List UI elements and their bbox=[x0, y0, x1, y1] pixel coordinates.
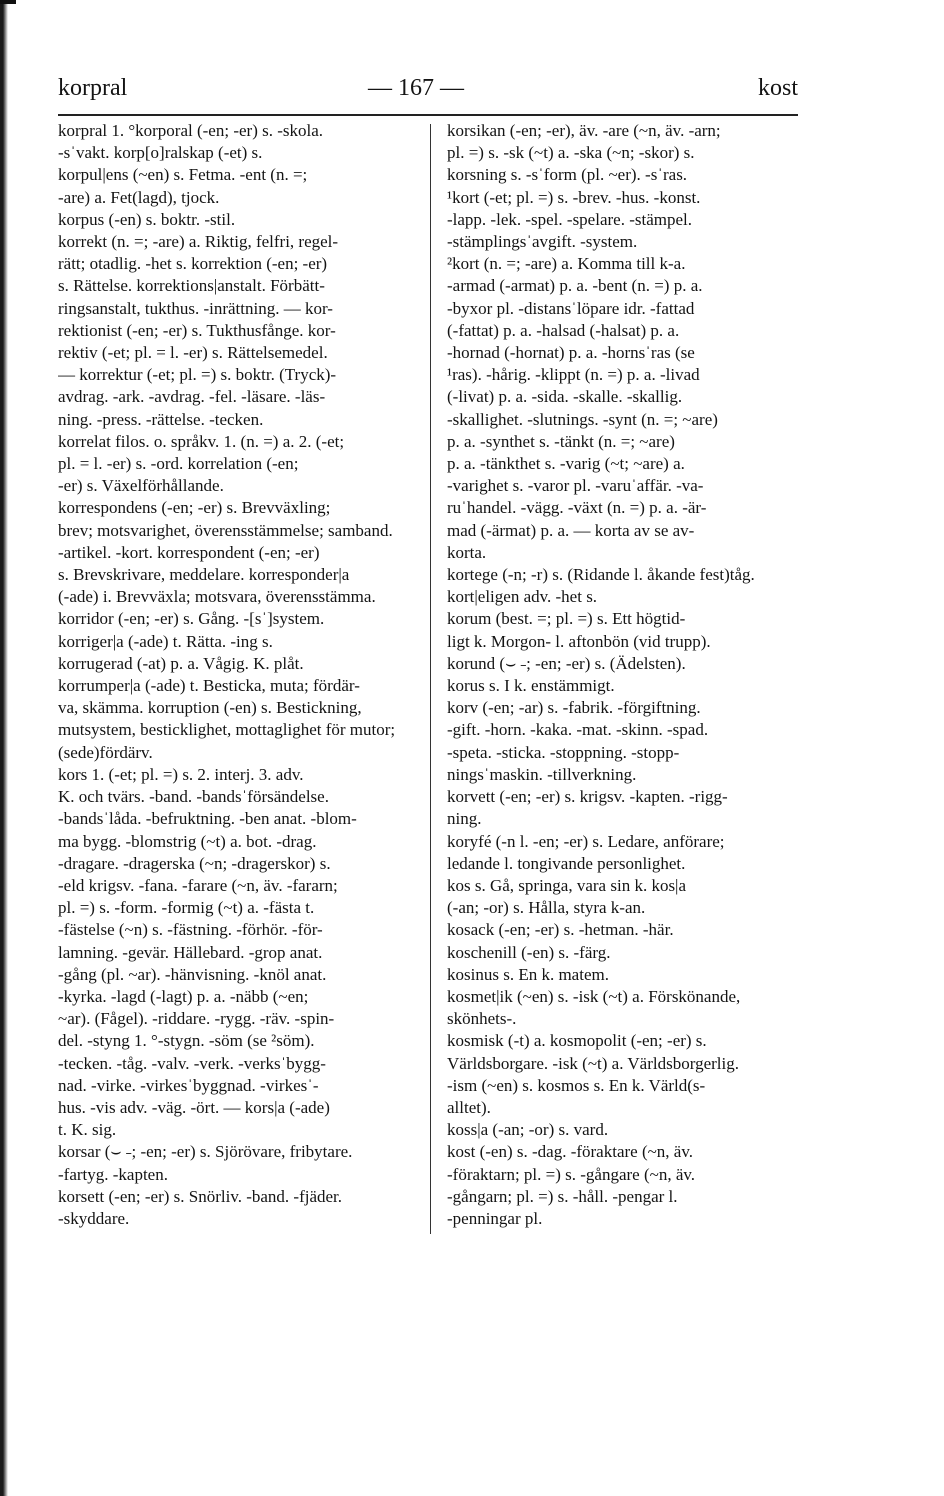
entry-korrelat: korrelat filos. o. språkv. 1. (n. =) a. 2. (-et; pl. = l. -er) s. -ord. korrelation (-en; -er) s. Växelförhållande. bbox=[58, 431, 345, 496]
entry-kosack: kosack (-en; -er) s. -hetman. -här. bbox=[447, 920, 674, 940]
page-edge-shadow bbox=[0, 0, 8, 1496]
entry-korsar: korsar (⌣ ˗; -en; -er) s. Sjörövare, fribytare. -fartyg. -kapten. bbox=[58, 1142, 353, 1184]
entry-korteligen: kort|eligen adv. -het s. bbox=[447, 587, 598, 607]
entry-kortege: kortege (-n; -r) s. (Ridande l. åkande fest)tåg. bbox=[447, 565, 755, 585]
entry-kost: kost (-en) s. -dag. -föraktare (~n, äv. -föraktarn; pl. =) s. -gångare (~n, äv. -gångarn; pl. =) s. -håll. -pengar l. -penningar pl. bbox=[447, 1142, 696, 1228]
entry-korrugerad: korrugerad (-at) p. a. Vågig. K. plåt. bbox=[58, 653, 304, 673]
entry-kosinus: kosinus s. En k. matem. bbox=[447, 964, 609, 984]
entry-kosmetik: kosmet|ik (~en) s. -isk (~t) a. Förskönande, skönhets-. bbox=[447, 986, 741, 1029]
entry-korrespondens: korrespondens (-en; -er) s. Brevväxling; brev; motsvarighet, överensstämmelse; samband. -artikel. -kort. korrespondent (-en; -er) s. Brevskrivare, meddelare. korresponder|a (-ade) i. Brevväxla; motsvara, överensstämma. bbox=[58, 498, 393, 607]
scan-corner-mark bbox=[0, 0, 16, 4]
entry-korum: korum (best. =; pl. =) s. Ett högtid- ligt k. Morgon- l. aftonbön (vid trupp). bbox=[447, 609, 711, 651]
entry-korvett: korvett (-en; -er) s. krigsv. -kapten. -rigg- ning. bbox=[447, 787, 728, 829]
entry-korsning: korsning s. -sˈform (pl. ~er). -sˈras. bbox=[447, 165, 688, 185]
page-number: — 167 — bbox=[368, 75, 464, 101]
page-header bbox=[58, 75, 798, 109]
entry-korv: korv (-en; -ar) s. -fabrik. -förgiftning. -gift. -horn. -kaka. -mat. -skinn. -spad. -speta. -sticka. -stoppning. -stopp- ningsˈmaskin. -tillverkning. bbox=[447, 698, 709, 784]
column-divider bbox=[430, 124, 431, 1234]
left-guide-word: korpral bbox=[58, 75, 128, 101]
entry-kort-1: ¹kort (-et; pl. =) s. -brev. -hus. -konst. -lapp. -lek. -spel. -spelare. -stämpel. -stämplingsˈavgift. -system. bbox=[447, 187, 701, 252]
left-column bbox=[58, 120, 420, 1260]
entry-korsett: korsett (-en; -er) s. Snörliv. -band. -fjäder. -skyddare. bbox=[58, 1186, 343, 1228]
right-guide-word: kost bbox=[757, 75, 798, 101]
entry-korpulens: korpul|ens (~en) s. Fetma. -ent (n. =; -are) a. Fet(lagd), tjock. bbox=[58, 165, 308, 207]
right-column bbox=[447, 120, 799, 1260]
entry-korridor: korridor (-en; -er) s. Gång. -[sˈ]system. bbox=[58, 609, 325, 629]
entry-korrekt: korrekt (n. =; -are) a. Riktig, felfri, regel- rätt; otadlig. -het s. korrektion (-en; -er) s. Rättelse. korrektions|anstalt. Förbätt- ringsanstalt, tukthus. -inrättning. — kor- rektionist (-en; -er) s. Tukthusfånge. kor- rektiv (-et; pl. = l. -er) s. Rättelsemedel. — korrektur (-et; pl. =) s. boktr. (Tryck)- avdrag. -ark. -avdrag. -fel. -läsare. -läs- ning. -press. -rättelse. -tecken. bbox=[58, 232, 339, 429]
entry-kort-2: ²kort (n. =; -are) a. Komma till k-a. -armad (-armat) p. a. -bent (n. =) p. a. -byxor pl. -distansˈlöpare idr. -fattad (-fattat) p. a. -halsad (-halsat) p. a. -hornad (-hornat) p. a. -hornsˈras (se ¹ras). -hårig. -klippt (n. =) p. a. -livad (-livat) p. a. -sida. -skalle. -skallig. -skallighet. -slutnings. -synt (n. =; ~are) p. a. -synthet s. -tänkt (n. =; ~are) p. a. -tänkthet s. -varig (~t; ~are) a. -varighet s. -varor pl. -varuˈaffär. -va- ruˈhandel. -vägg. -växt (n. =) p. a. -är- mad (-ärmat) p. a. — korta av se av- korta. bbox=[447, 254, 718, 562]
entry-korrigera: korriger|a (-ade) t. Rätta. -ing s. bbox=[58, 631, 273, 651]
entry-korus: korus s. I k. enstämmigt. bbox=[447, 676, 615, 696]
entry-kosmisk: kosmisk (-t) a. kosmopolit (-en; -er) s. Världsborgare. -isk (~t) a. Världsborgerlig. -ism (~en) s. kosmos s. En k. Värld(s- alltet). bbox=[447, 1031, 739, 1117]
entry-korpus: korpus (-en) s. boktr. -stil. bbox=[58, 209, 236, 229]
entry-korsikan: korsikan (-en; -er), äv. -are (~n, äv. -arn; pl. =) s. -sk (~t) a. -ska (~n; -skor) s. bbox=[447, 121, 721, 163]
entry-kors: kors 1. (-et; pl. =) s. 2. interj. 3. adv. K. och tvärs. -band. -bandsˈförsändelse. -bandsˈlåda. -befruktning. -ben anat. -blom- ma bygg. -blomstrig (~t) a. bot. -drag. -dragare. -dragerska (~n; -dragerskor) s. -eld krigsv. -fana. -farare (~n, äv. -fararn; pl. =) s. -form. -formig (~t) a. -fästa t. -fästelse (~n) s. -fästning. -förhör. -för- lamning. -gevär. Hällebard. -grop anat. -gång (pl. ~ar). -hänvisning. -knöl anat. -kyrka. -lagd (-lagt) p. a. -näbb (~en; ~ar). (Fågel). -riddare. -rygg. -räv. -spin- del. -styng 1. °-stygn. -söm (se ²söm). -tecken. -tåg. -valv. -verk. -verksˈbygg- nad. -virke. -virkesˈbyggnad. -virkesˈ- hus. -vis adv. -väg. -ört. — kors|a (-ade) t. K. sig. bbox=[58, 764, 357, 1140]
entry-kos: kos s. Gå, springa, vara sin k. kos|a (-an; -or) s. Hålla, styra k-an. bbox=[447, 875, 687, 918]
header-rule bbox=[58, 114, 798, 116]
entry-kossa: koss|a (-an; -or) s. vard. bbox=[447, 1120, 609, 1140]
entry-koschenill: koschenill (-en) s. -färg. bbox=[447, 942, 611, 962]
entry-koryfe: koryfé (-n l. -en; -er) s. Ledare, anförare; ledande l. tongivande personlighet. bbox=[447, 831, 725, 873]
entry-korpral: korpral 1. °korporal (-en; -er) s. -skola. -sˈvakt. korp[o]ralskap (-et) s. bbox=[58, 121, 324, 163]
entry-korrumpera: korrumper|a (-ade) t. Besticka, muta; fördär- va, skämma. korruption (-en) s. Bestickning, mutsystem, besticklighet, mottaglighet för mutor; (sede)fördärv. bbox=[58, 676, 396, 762]
entry-korund: korund (⌣ ˗; -en; -er) s. (Ädelsten). bbox=[447, 653, 686, 673]
